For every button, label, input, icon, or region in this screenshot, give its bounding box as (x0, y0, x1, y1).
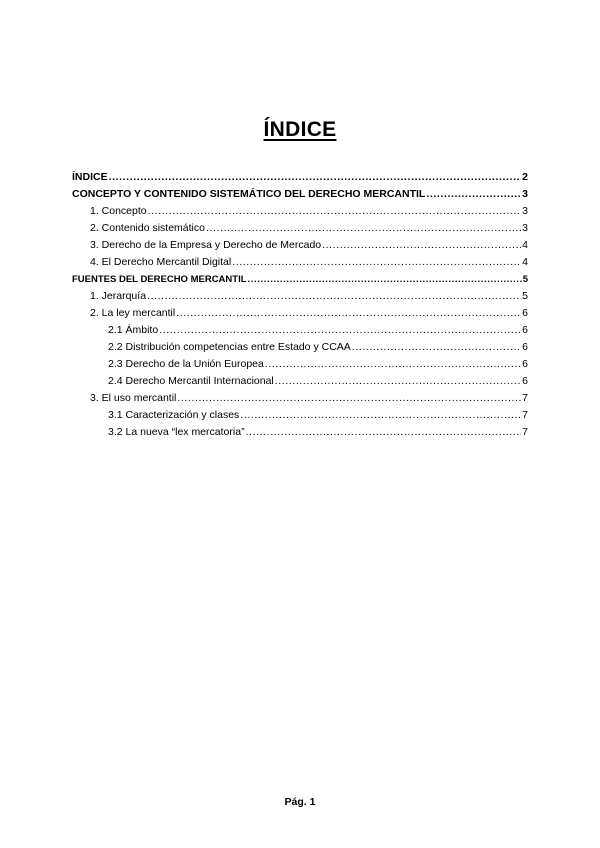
toc-page-number: 6 (522, 358, 528, 370)
toc-page-number: 6 (522, 324, 528, 336)
toc-entry[interactable] (72, 203, 528, 220)
toc-entry-title[interactable]: 2.3 Derecho de la Unión Europea (108, 358, 264, 370)
toc-page-number: 5 (522, 274, 528, 285)
toc-dot-leader (265, 356, 521, 373)
toc-entry[interactable] (72, 322, 528, 339)
toc-entry-title[interactable]: 1. Jerarquía (90, 290, 147, 302)
toc-dot-leader (159, 322, 521, 339)
toc-entry[interactable] (72, 356, 528, 373)
toc-page-number: 3 (522, 188, 528, 200)
toc-entry-title[interactable]: 4. El Derecho Mercantil Digital (90, 256, 232, 268)
toc-entry-title[interactable]: 3. Derecho de la Empresa y Derecho de Mercado (90, 239, 322, 251)
toc-entry[interactable] (72, 288, 528, 305)
toc-dot-leader (176, 305, 521, 322)
toc-entry-title[interactable]: 3. El uso mercantil (90, 392, 177, 404)
toc-page-number: 3 (522, 205, 528, 217)
toc-entry-title[interactable]: 2. Contenido sistemático (90, 222, 205, 234)
toc-page-number: 6 (522, 375, 528, 387)
page-title: ÍNDICE (263, 118, 337, 141)
toc-dot-leader (248, 271, 522, 288)
toc-entry-title[interactable]: FUENTES DEL DERECHO MERCANTIL (72, 274, 247, 285)
toc-dot-leader (109, 169, 522, 186)
toc-page-number: 4 (522, 239, 528, 251)
toc-page-number: 5 (522, 290, 528, 302)
toc-entry[interactable] (72, 237, 528, 254)
toc-dot-leader (352, 339, 521, 356)
toc-dot-leader (177, 390, 521, 407)
toc-page-number: 4 (522, 256, 528, 268)
table-of-contents (72, 169, 528, 441)
toc-dot-leader (240, 407, 521, 424)
toc-entry[interactable] (72, 186, 528, 203)
toc-dot-leader (232, 254, 521, 271)
toc-entry[interactable] (72, 424, 528, 441)
toc-entry-title[interactable]: 2.1 Ámbito (108, 324, 159, 336)
toc-entry-title[interactable]: 2.4 Derecho Mercantil Internacional (108, 375, 274, 387)
toc-dot-leader (148, 203, 522, 220)
toc-entry-title[interactable]: ÍNDICE (72, 171, 108, 183)
toc-entry[interactable] (72, 390, 528, 407)
toc-page-number: 7 (522, 426, 528, 438)
toc-page-number: 3 (522, 222, 528, 234)
toc-entry[interactable] (72, 271, 528, 288)
toc-entry[interactable] (72, 254, 528, 271)
toc-entry-title[interactable]: 3.1 Caracterización y clases (108, 409, 240, 421)
toc-entry[interactable] (72, 169, 528, 186)
toc-entry-title[interactable]: 1. Concepto (90, 205, 147, 217)
toc-entry[interactable] (72, 339, 528, 356)
toc-entry[interactable] (72, 407, 528, 424)
toc-entry-title[interactable]: CONCEPTO Y CONTENIDO SISTEMÁTICO DEL DERECHO MERCANTIL (72, 188, 426, 200)
toc-entry-title[interactable]: 3.2 La nueva “lex mercatoria” (108, 426, 245, 438)
toc-page-number: 6 (522, 341, 528, 353)
toc-page-number: 2 (522, 171, 528, 183)
toc-dot-leader (206, 220, 521, 237)
toc-entry[interactable] (72, 373, 528, 390)
toc-dot-leader (246, 424, 522, 441)
toc-entry[interactable] (72, 305, 528, 322)
toc-page-number: 7 (522, 409, 528, 421)
toc-dot-leader (147, 288, 521, 305)
page-number-footer: Pág. 1 (284, 796, 316, 808)
toc-dot-leader (426, 186, 521, 203)
toc-entry-title[interactable]: 2. La ley mercantil (90, 307, 176, 319)
toc-entry-title[interactable]: 2.2 Distribución competencias entre Estado y CCAA (108, 341, 351, 353)
toc-dot-leader (275, 373, 521, 390)
toc-page-number: 7 (522, 392, 528, 404)
toc-page-number: 6 (522, 307, 528, 319)
toc-entry[interactable] (72, 220, 528, 237)
toc-dot-leader (322, 237, 521, 254)
